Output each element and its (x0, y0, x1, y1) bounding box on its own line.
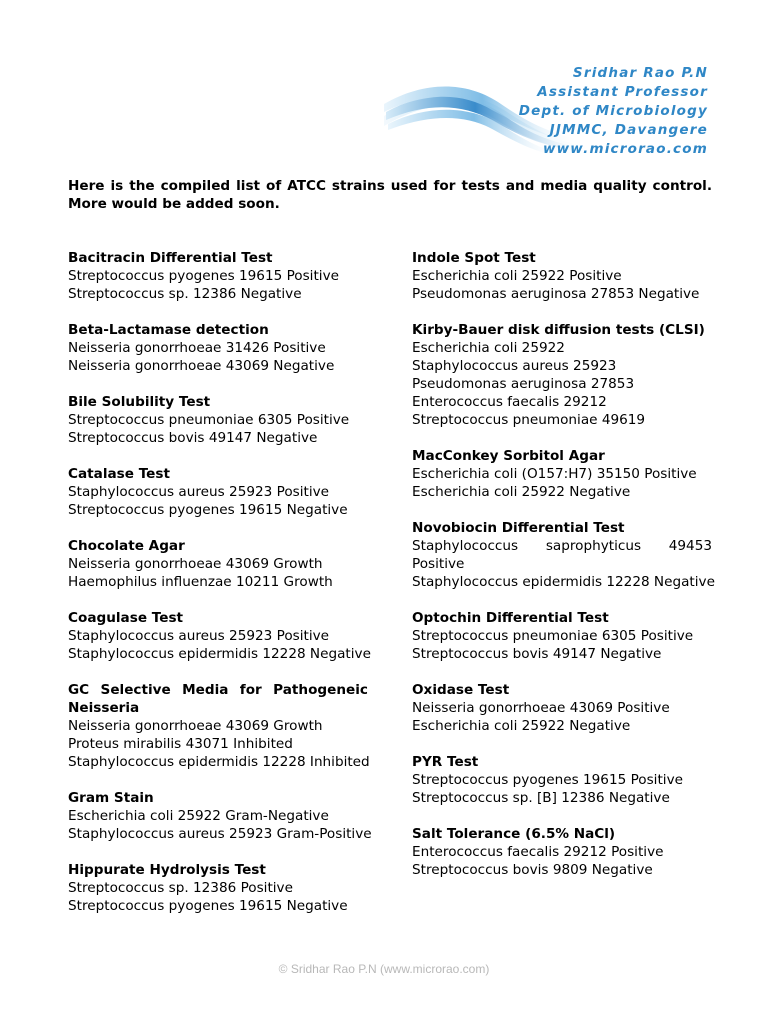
test-title: Coagulase Test (68, 610, 184, 626)
strain-line: Streptococcus pneumoniae 6305 Positive (68, 412, 350, 428)
test-section (412, 519, 715, 591)
test-section (412, 447, 712, 501)
strain-line: Neisseria gonorrhoeae 31426 Positive (68, 340, 326, 356)
right-column (412, 249, 715, 897)
test-title: Bile Solubility Test (68, 394, 211, 410)
strain-line: Streptococcus bovis 49147 Negative (412, 646, 662, 662)
test-section (68, 249, 368, 303)
strain-line: Neisseria gonorrhoeae 43069 Positive (412, 700, 670, 716)
test-title: Catalase Test (68, 466, 170, 482)
test-section (68, 609, 371, 663)
strain-line: Streptococcus pyogenes 19615 Negative (68, 502, 348, 518)
strain-line: Streptococcus bovis 9809 Negative (412, 862, 653, 878)
test-section (412, 609, 712, 663)
test-title: Chocolate Agar (68, 538, 185, 554)
strain-line: Streptococcus pneumoniae 6305 Positive (412, 628, 694, 644)
strain-line: Escherichia coli 25922 Gram-Negative (68, 808, 329, 824)
test-section (412, 321, 712, 429)
strain-line: Staphylococcus saprophyticus 49453 Positive (412, 538, 712, 572)
test-title: Optochin Differential Test (412, 610, 609, 626)
test-title: Novobiocin Differential Test (412, 520, 625, 536)
test-section (412, 753, 712, 807)
strain-line: Streptococcus pneumoniae 49619 (412, 412, 646, 428)
strain-line: Staphylococcus epidermidis 12228 Negative (68, 646, 371, 662)
strain-line: Escherichia coli 25922 Negative (412, 718, 631, 734)
test-title: Gram Stain (68, 790, 154, 806)
strain-line: Enterococcus faecalis 29212 (412, 394, 607, 410)
author-website[interactable]: www.microrao.com (542, 141, 708, 157)
test-section (68, 321, 368, 375)
test-section (412, 249, 712, 303)
test-section (68, 789, 372, 843)
test-section (412, 825, 712, 879)
test-section (412, 681, 712, 735)
test-title: Hippurate Hydrolysis Test (68, 862, 266, 878)
test-title: GC Selective Media for Pathogeneic Neisseria (68, 682, 368, 716)
author-institution: JJMMC, Davangere (549, 122, 708, 138)
strain-line: Streptococcus pyogenes 19615 Negative (68, 898, 348, 914)
strain-line: Staphylococcus aureus 25923 Positive (68, 484, 330, 500)
author-position: Assistant Professor (537, 84, 708, 100)
author-name: Sridhar Rao P.N (572, 65, 708, 81)
test-section (68, 861, 368, 915)
author-block (519, 64, 708, 159)
test-section (68, 537, 368, 591)
footer-copyright: © Sridhar Rao P.N (www.microrao.com) (278, 962, 490, 976)
strain-line: Pseudomonas aeruginosa 27853 Negative (412, 286, 700, 302)
strain-line: Streptococcus pyogenes 19615 Positive (412, 772, 683, 788)
strain-line: Streptococcus sp. 12386 Negative (68, 286, 302, 302)
strain-line: Staphylococcus aureus 25923 (412, 358, 617, 374)
strain-line: Neisseria gonorrhoeae 43069 Negative (68, 358, 335, 374)
test-title: Oxidase Test (412, 682, 510, 698)
test-section (68, 393, 368, 447)
left-column (68, 249, 372, 933)
strain-line: Streptococcus pyogenes 19615 Positive (68, 268, 339, 284)
strain-line: Staphylococcus epidermidis 12228 Inhibited (68, 754, 370, 770)
test-title: Bacitracin Differential Test (68, 250, 273, 266)
test-title: Beta-Lactamase detection (68, 322, 269, 338)
strain-line: Proteus mirabilis 43071 Inhibited (68, 736, 293, 752)
test-section (68, 465, 368, 519)
strain-line: Neisseria gonorrhoeae 43069 Growth (68, 556, 323, 572)
strain-line: Escherichia coli 25922 Positive (412, 268, 622, 284)
strain-line: Staphylococcus epidermidis 12228 Negative (412, 574, 715, 590)
letterhead (384, 58, 714, 162)
strain-line: Enterococcus faecalis 29212 Positive (412, 844, 664, 860)
strain-line: Escherichia coli 25922 (412, 340, 565, 356)
test-title: Salt Tolerance (6.5% NaCl) (412, 826, 616, 842)
strain-line: Pseudomonas aeruginosa 27853 (412, 376, 635, 392)
intro-paragraph: Here is the compiled list of ATCC strains used for tests and media quality control. More would be added soon. (68, 178, 712, 212)
test-section (68, 681, 368, 771)
test-title: PYR Test (412, 754, 479, 770)
test-title: Indole Spot Test (412, 250, 536, 266)
strain-line: Escherichia coli 25922 Negative (412, 484, 631, 500)
strain-line: Neisseria gonorrhoeae 43069 Growth (68, 718, 323, 734)
strain-line: Streptococcus sp. [B] 12386 Negative (412, 790, 670, 806)
author-department: Dept. of Microbiology (518, 103, 708, 119)
strain-line: Streptococcus bovis 49147 Negative (68, 430, 318, 446)
strain-line: Staphylococcus aureus 25923 Positive (68, 628, 330, 644)
strain-line: Escherichia coli (O157:H7) 35150 Positive (412, 466, 697, 482)
strain-line: Haemophilus influenzae 10211 Growth (68, 574, 333, 590)
test-title: MacConkey Sorbitol Agar (412, 448, 605, 464)
strain-line: Streptococcus sp. 12386 Positive (68, 880, 293, 896)
strain-line: Staphylococcus aureus 25923 Gram-Positive (68, 826, 372, 842)
test-title: Kirby-Bauer disk diffusion tests (CLSI) (412, 322, 705, 338)
